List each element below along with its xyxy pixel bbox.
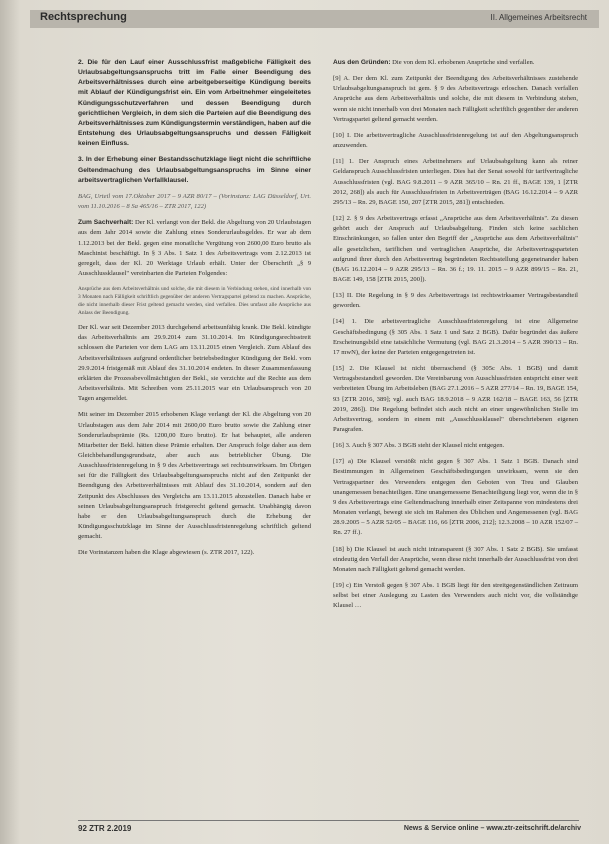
reason-paragraph-14: [14] 1. Die arbeitsvertragliche Ausschlussfristenregelung ist eine Allgemeine Geschäftsbedingung (§ 305 Abs. 1 Satz 1 und Satz 2 BGB). Dafür begründet das äußere Erscheinungsbild eine tatsächliche Vermutung (vgl. BAG 21.3.2014 – 5 AZR 390/13 – Rn. 17 mwN), der keine der Parteien entgegengetreten ist. (333, 318, 578, 356)
reasons-intro-paragraph (333, 58, 578, 68)
reason-paragraph-12: [12] 2. § 9 des Arbeitsvertrags erfasst „Ansprüche aus dem Arbeitsverhältnis". Zu diesen gehört auch der Anspruch auf Urlaubsabgeltung. Finden sich keine sachlichen Einschränkungen, so fallen unter den Begriff der „Ansprüche aus dem Arbeitsverhältnis" alle gesetzlichen, tariflichen und vertraglichen Ansprüche, die Arbeitsvertragsparteien aufgrund ihrer durch den Arbeitsvertrag begründeten Rechtsstellung gegeneinander haben (BAG 16.12.2014 – 9 AZR 295/13 – Rn. 36 f.; 19. 11. 2015 – 9 AZR 899/15 – Rn. 21, BAGE 149, 158 [ZTR 2015, 200]). (333, 215, 578, 283)
left-column (78, 58, 311, 565)
reasons-intro: Die von dem Kl. erhobenen Ansprüche sind verfallen. (392, 59, 535, 66)
contract-clause: Ansprüche aus dem Arbeitsverhältnis und solche, die mit diesem in Verbindung stehen, sind innerhalb von 3 Monaten nach Fälligkeit schriftlich gegenüber der anderen Vertragspartei geltend zu machen. Ansprüche, die nicht innerhalb dieser Frist geltend gemacht werden, sind verfallen. Dies umfasst alle Ansprüche aus Anlass der Beendigung. (78, 286, 311, 317)
facts-paragraph-4: Die Vorinstanzen haben die Klage abgewiesen (s. ZTR 2017, 122). (78, 549, 255, 557)
guideline-3: 3. In der Erhebung einer Bestandsschutzklage liegt nicht die schriftliche Geltendmachung des Urlaubsabgeltungsanspruchs im Sinne einer arbeitsvertraglichen Verfallklausel. (78, 156, 311, 184)
guideline-2: 2. Die für den Lauf einer Ausschlussfrist maßgebliche Fälligkeit des Urlaubsabgeltungsanspruchs tritt im Falle einer Beendigung des Arbeitsverhältnisses durch eine arbeitgeberseitige Kündigung bereits mit Ablauf der Kündigungsfrist ein. Ein vom Arbeitnehmer eingeleitetes Kündigungsschutzverfahren und dessen Beendigung durch gerichtlichen Vergleich, in dem sich die Parteien auf die Beendigung des Arbeitsverhältnisses zum Kündigungstermin verständigen, haben auf die Entstehung des Urlaubsabgeltungsanspruchs und dessen Fälligkeit keinen Einfluss. (78, 59, 311, 148)
facts-heading: Zum Sachverhalt: (78, 219, 134, 227)
reason-paragraph-16: [16] 3. Auch § 307 Abs. 3 BGB steht der Klausel nicht entgegen. (333, 442, 505, 450)
facts-paragraph-1 (78, 218, 311, 279)
topic-title: II. Allgemeines Arbeitsrecht (490, 13, 587, 22)
reason-paragraph-11: [11] 1. Der Anspruch eines Arbeitnehmers auf Urlaubsabgeltung kann als reiner Geldanspruch Ausschlussfristen unterliegen. Dies hat der Senat sowohl für tarifvertragliche Ausschlussfristen (vgl. BAG 9.8.2011 – 9 AZR 365/10 – Rn. 21 ff., BAGE 139, 1 [ZTR 2012, 268]) als auch für Ausschlussfristen in Arbeitsverträgen (BAG 16.12.2014 – 9 AZR 295/13 – Rn. 29, BAGE 150, 207 [ZTR 2015, 281]) entschieden. (333, 158, 578, 206)
facts-paragraph-2: Der Kl. war seit Dezember 2013 durchgehend arbeitsunfähig krank. Die Bekl. kündigte das Arbeitsverhältnis am 29.9.2014 zum 31.10.2014. Im Kündigungsrechtsstreit schlossen die Parteien vor dem LAG am 13.11.2015 einen Vergleich. Zum Ablauf des Arbeitsverhältnisses aufgrund ordentlicher betriebsbedingter Kündigung der Bekl. vom 29.9.2014 fristgemäß mit Ablauf des 31.10.2014 endeten. In dieser Zusammenfassung erklärten die Prozessbevollmächtigten der Bekl., sie verzichte auf die Rechte aus dem Arbeitsverhältnis. Mit Schreiben vom 25.11.2015 war ein Urlaubsanspruch von 20 Tagen angemeldet. (78, 324, 311, 403)
reason-paragraph-10: [10] I. Die arbeitsvertragliche Ausschlussfristenregelung ist auf den Abgeltungsanspruch anzuwenden. (333, 131, 578, 150)
section-title: Rechtsprechung (40, 11, 127, 23)
page-binding-shadow (0, 0, 20, 844)
page-number: 92 ZTR 2.2019 (78, 824, 132, 833)
reason-paragraph-17: [17] a) Die Klausel verstößt nicht gegen § 307 Abs. 1 Satz 1 BGB. Danach sind Bestimmungen in Allgemeinen Geschäftsbedingungen unwirksam, wenn sie den Vertragspartner des Verwenders entgegen den Geboten von Treu und Glauben unangemessen benachteiligen. Eine unangemessene Benachteiligung liegt vor, wenn die in § 9 des Arbeitsvertrags eine Geltendmachung innerhalb einer Zeitspanne von mindestens drei Monaten verlangt, bewegt sie sich im Rahmen des Üblichen und Angemessenen (vgl. BAG 28.9.2005 – 5 AZR 52/05 – BAGE 116, 66 [ZTR 2006, 212]; 12.3.2008 – 10 AZR 152/07 – Rn. 27 ff.). (333, 458, 578, 537)
reasons-heading: Aus den Gründen: (333, 59, 391, 66)
footer-divider (78, 820, 579, 821)
reason-paragraph-9: [9] A. Der dem Kl. zum Zeitpunkt der Beendigung des Arbeitsverhältnisses zustehende Urlaubsabgeltungsanspruch ist gem. § 9 des Arbeitsvertrags erloschen. Danach verfallen Ansprüche aus dem Arbeitsverhältnis und solche, die mit diesem in Verbindung stehen, wenn sie nicht innerhalb von drei Monaten nach Fälligkeit schriftlich gegenüber der anderen Vertragspartei geltend gemacht werden. (333, 75, 578, 123)
reason-paragraph-18: [18] b) Die Klausel ist auch nicht intransparent (§ 307 Abs. 1 Satz 2 BGB). Sie umfasst eindeutig den Verfall der Ansprüche, wenn diese nicht innerhalb der Ausschlussfrist von drei Monaten nach Fälligkeit geltend gemacht werden. (333, 545, 578, 573)
court-citation: BAG, Urteil vom 17.Oktober 2017 – 9 AZR 80/17 – (Vorinstanz: LAG Düsseldorf, Urt. vom 11.10.2016 – 8 Sa 465/16 – ZTR 2017, 122) (78, 192, 311, 211)
reason-paragraph-19: [19] c) Ein Verstoß gegen § 307 Abs. 1 BGB liegt für den streitgegenständlichen Zeitraum selbst bei einer Auslegung zu Lasten des Verwenders auch nicht vor, die vollständige Klausel … (333, 582, 578, 610)
facts-text-1: Der Kl. verlangt von der Bekl. die Abgeltung von 20 Urlaubstagen aus dem Jahr 2014 sowie die Zahlung eines Sonderurlaubsgeldes. Er war ab dem 1.12.2013 bei der Bekl. gegen eine monatliche Vergütung von 2600,00 Euro brutto als Maschinist beschäftigt. In § 3 Abs. 1 Satz 1 des Arbeitsvertrags vom 2.12.2013 ist geregelt, dass der Kl. 20 Werktage Urlaub erhält. Unter der Überschrift „§ 9 Ausschlussklausel" vereinbarten die Parteien Folgendes: (78, 219, 311, 277)
right-column (333, 58, 578, 618)
reason-paragraph-15: [15] 2. Die Klausel ist nicht überraschend (§ 305c Abs. 1 BGB) und damit Vertragsbestandteil geworden. Die Vereinbarung von Ausschlussfristen entspricht einer weit verbreiteten Übung im Arbeitsleben (BAG 27.1.2016 – 5 AZR 277/14 – Rn. 19, BAGE 154, 93 [ZTR 2016, 389]; vgl. auch BAG 18.9.2018 – 9 AZR 162/18 – BAGE 163, 56 [ZTR 2019, 286]). Die Regelung befindet sich auch nicht an einer ungewöhnlichen Stelle im Arbeitsvertrag, sondern in einem mit „Ausschlussklausel" überschriebenen eigenen Paragrafen. (333, 365, 578, 433)
facts-paragraph-3: Mit seiner im Dezember 2015 erhobenen Klage verlangt der Kl. die Abgeltung von 20 Urlaubstagen aus dem Jahr 2014 mit 2600,00 Euro brutto sowie die Zahlung einer Sonderurlaubsprämie (Rs. 1200,00 Euro brutto). Er hat behauptet, alle anderen Mitarbeiter der Bekl. hätten diese Prämie erhalten. Der Anspruch folge daher aus dem Gleichbehandlungsgrundsatz, aber auch aus betrieblicher Übung. Die Ausschlussfristenregelung in § 9 des Arbeitsvertrags sei rechtsunwirksam. Im Übrigen sei für die Fälligkeit des Urlaubsabgeltungsanspruchs nicht auf den Zeitpunkt der Beendigung des Arbeitsverhältnisses mit Ablauf des 31.10.2014, sondern auf den Zeitpunkt des Abschlusses des Vergleichs am 13.11.2015 abzustellen. Danach habe er seinen Urlaubsabgeltungsanspruch fristgerecht geltend gemacht. Unabhängig davon habe er den Urlaubsabgeltungsanspruch durch die Erhebung der Kündigungsschutzklage im Sinne der Ausschlussfristenregelung schriftlich geltend gemacht. (78, 411, 311, 541)
reason-paragraph-13: [13] II. Die Regelung in § 9 des Arbeitsvertrags ist rechtswirksamer Vertragsbestandteil geworden. (333, 292, 578, 310)
archive-link[interactable]: News & Service online – www.ztr-zeitschrift.de/archiv (403, 825, 581, 832)
